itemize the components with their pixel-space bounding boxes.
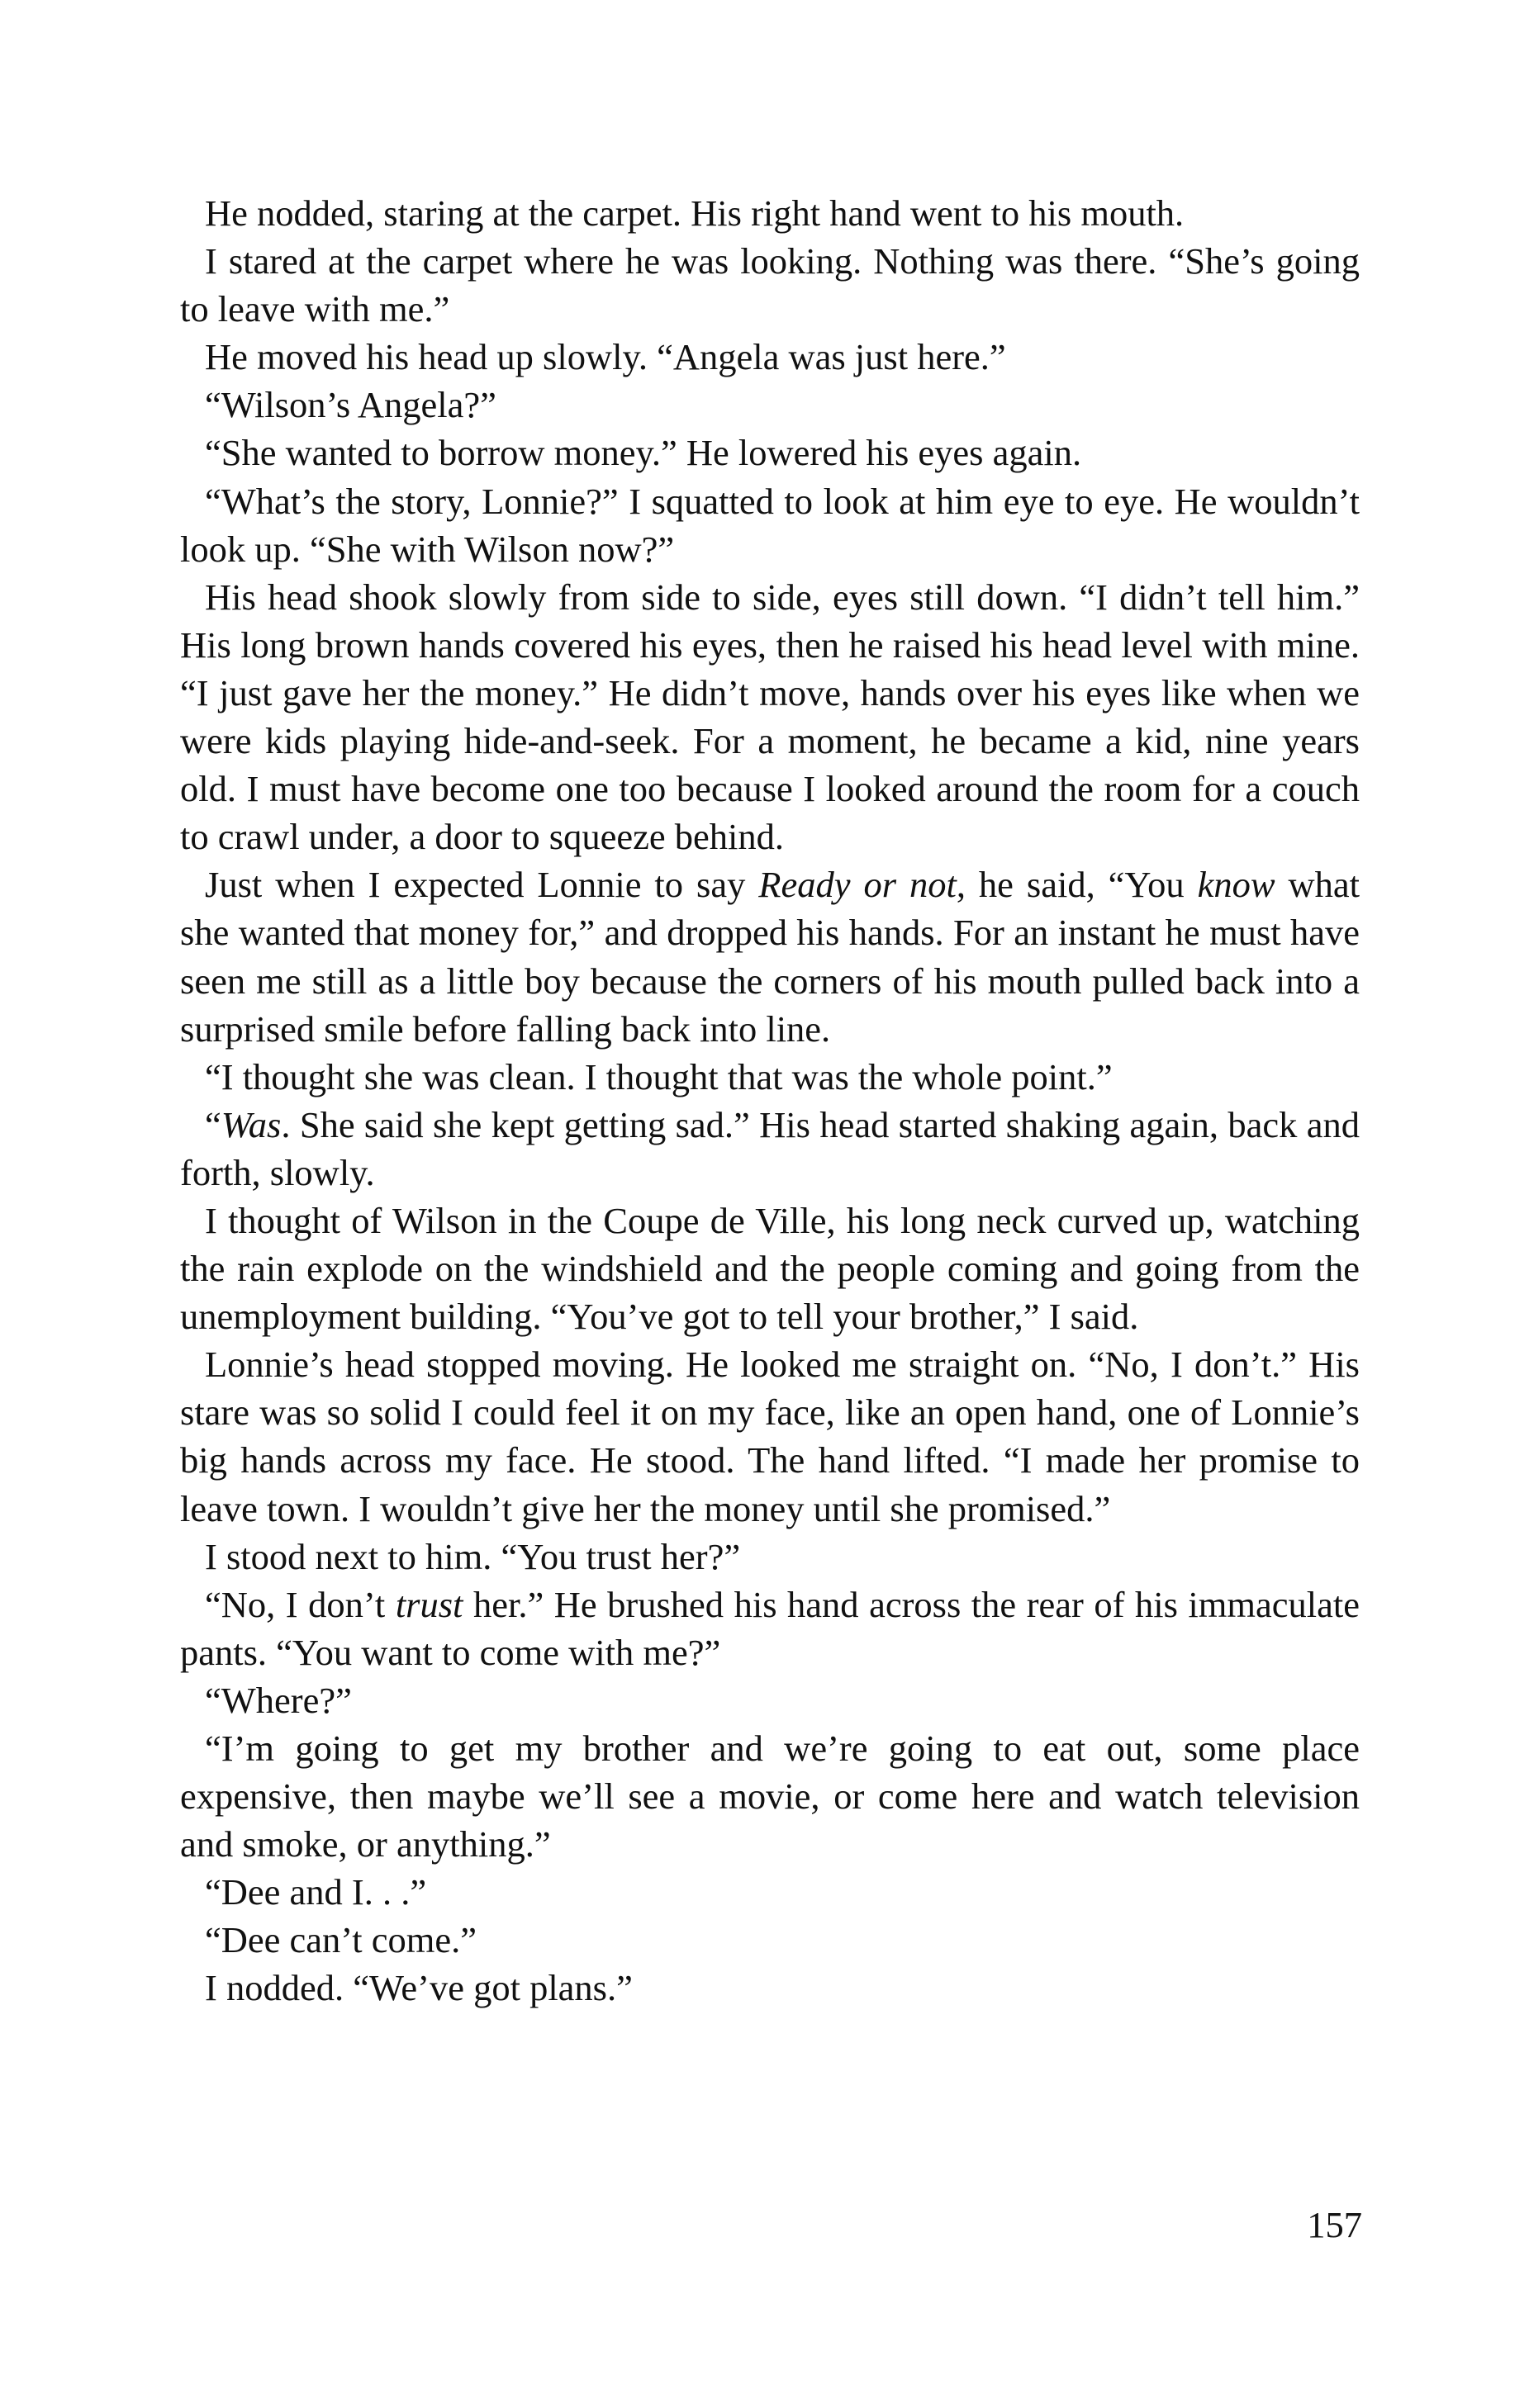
italic-run: trust — [395, 1583, 463, 1625]
text-run: “ — [205, 1103, 221, 1145]
paragraph: I thought of Wilson in the Coupe de Ville, his long neck curved up, watching the rain explode on the windshield and the people coming and going from the unemployment building. “You’ve got to tell your brother,” I said. — [180, 1199, 1360, 1338]
paragraph — [180, 860, 1360, 1052]
italic-run: Was — [221, 1103, 282, 1145]
text-run: “No, I don’t — [205, 1583, 396, 1625]
paragraph: He nodded, staring at the carpet. His right hand went to his mouth. — [205, 192, 1185, 234]
paragraph: His head shook slowly from side to side, eyes still down. “I didn’t tell him.” His long brown hands covered his eyes, then he raised his head level with mine. “I just gave her the money.” He didn’t move, hands over his eyes like when we were kids playing hide-and-seek. For a moment, he became a kid, nine years old. I must have become one too because I looked around the room for a couch to crawl under, a door to squeeze behind. — [180, 576, 1360, 858]
paragraph: “What’s the story, Lonnie?” I squatted to look at him eye to eye. He wouldn’t look up. “She with Wilson now?” — [180, 480, 1360, 570]
text-run: , he said, “You — [956, 864, 1198, 906]
paragraph: “Dee and I. . .” — [205, 1871, 427, 1913]
text-run: what she wanted that money for,” and dropped his hands. For an instant he must have seen me still as a little boy because the corners of his mouth pulled back into a surprised smile before falling back into line. — [180, 864, 1360, 1050]
paragraph: “I thought she was clean. I thought that was the whole point.” — [205, 1055, 1113, 1097]
paragraph: “I’m going to get my brother and we’re going to eat out, some place expensive, then maybe we’ll see a movie, or come here and watch television and smoke, or anything.” — [180, 1728, 1360, 1865]
paragraph — [180, 1101, 1360, 1197]
paragraph: “Dee can’t come.” — [205, 1919, 477, 1961]
paragraph: He moved his head up slowly. “Angela was just here.” — [205, 336, 1006, 378]
paragraph: Lonnie’s head stopped moving. He looked me straight on. “No, I don’t.” His stare was so solid I could feel it on my face, like an open hand, one of Lonnie’s big hands across my face. He stood. The hand lifted. “I made her promise to leave town. I wouldn’t give her the money until she promised.” — [180, 1344, 1360, 1529]
text-run: her.” He brushed his hand across the rear of his immaculate pants. “You want to come with me?” — [180, 1583, 1360, 1673]
paragraph — [180, 1581, 1360, 1676]
paragraph: I stared at the carpet where he was looking. Nothing was there. “She’s going to leave with me.” — [180, 240, 1360, 330]
text-run: . She said she kept getting sad.” His head started shaking again, back and forth, slowly. — [180, 1103, 1360, 1193]
paragraph: I stood next to him. “You trust her?” — [205, 1535, 741, 1577]
paragraph: “She wanted to borrow money.” He lowered his eyes again. — [205, 432, 1082, 474]
paragraph: “Where?” — [205, 1679, 352, 1721]
italic-run: Ready or not — [758, 864, 957, 906]
paragraph: “Wilson’s Angela?” — [205, 384, 496, 426]
page-number: 157 — [1307, 2204, 1362, 2245]
text-run: Just when I expected Lonnie to say — [205, 864, 759, 906]
paragraph: I nodded. “We’ve got plans.” — [205, 1967, 633, 2009]
italic-run: know — [1197, 864, 1275, 906]
body-text — [180, 189, 1360, 2012]
